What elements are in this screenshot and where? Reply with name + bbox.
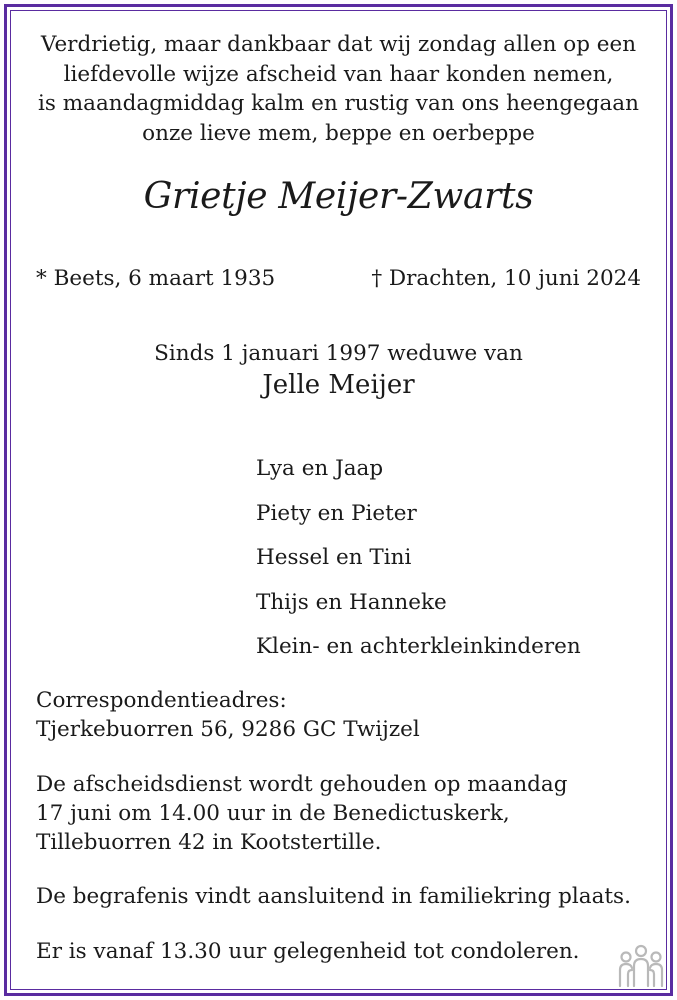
service-line: Tillebuorren 42 in Kootstertille. [36,830,382,855]
intro-line: Verdrietig, maar dankbaar dat wij zondag allen op een [40,32,637,57]
people-group-icon [617,944,665,988]
family-member: Hessel en Tini [256,545,412,570]
correspondence-address: Tjerkebuorren 56, 9286 GC Twijzel [36,717,420,742]
family-list [256,454,581,677]
correspondence-block [36,686,420,744]
family-member: Klein- en achterkleinkinderen [256,634,581,659]
burial-line: De begrafenis vindt aansluitend in familiekring plaats. [36,884,631,909]
intro-text [0,30,677,148]
intro-line: liefdevolle wijze afscheid van haar konden nemen, [63,61,614,87]
family-member: Thijs en Hanneke [256,589,447,615]
husband-name: Jelle Meijer [262,370,415,400]
intro-line: onze lieve mem, beppe en oerbeppe [142,120,535,146]
family-member: Piety en Pieter [256,500,417,526]
deceased-name: Grietje Meijer-Zwarts [143,176,534,217]
condolence-line: Er is vanaf 13.30 uur gelegenheid tot condoleren. [36,939,580,964]
service-block [36,770,568,857]
correspondence-label: Correspondentieadres: [36,688,287,713]
service-line: 17 juni om 14.00 uur in de Benedictuskerk, [36,801,510,826]
family-member: Lya en Jaap [256,456,384,481]
death-info: † Drachten, 10 juni 2024 [371,266,641,291]
widow-line: Sinds 1 januari 1997 weduwe van [154,341,523,366]
intro-line: is maandagmiddag kalm en rustig van ons heengegaan [38,91,639,116]
service-line: De afscheidsdienst wordt gehouden op maandag [36,772,568,797]
birth-info: * Beets, 6 maart 1935 [36,266,276,291]
